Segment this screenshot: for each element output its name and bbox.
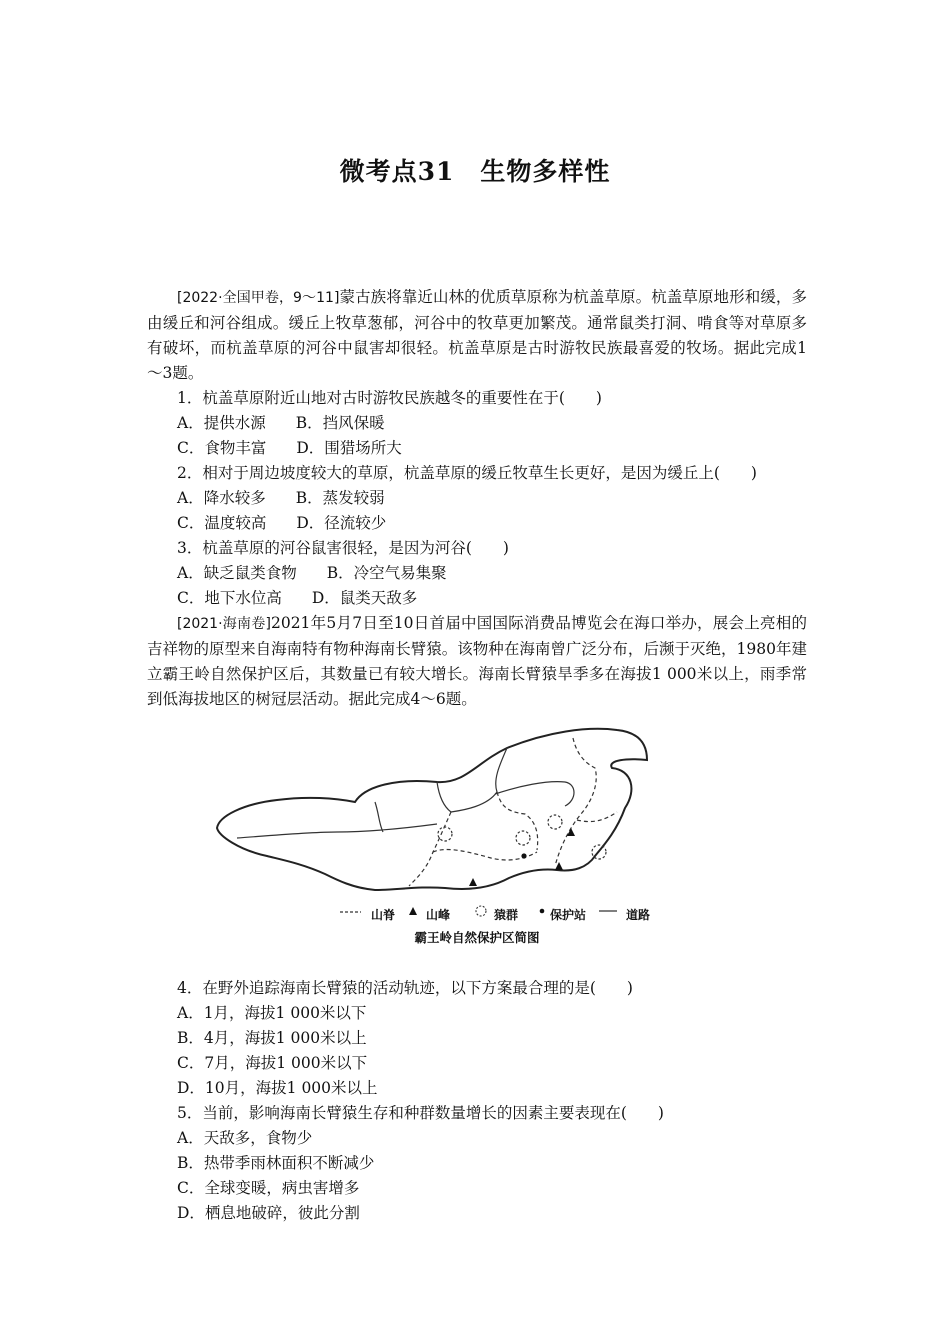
q1-option-b: B．挡风保暖: [295, 414, 385, 432]
question-1-options-row-1: [147, 411, 807, 436]
reserve-boundary: [217, 729, 647, 890]
page-title: 微考点31 生物多样性: [339, 157, 611, 186]
legend-station-label: 保护站: [550, 908, 587, 922]
q4-option-b: B．4月，海拔1 000米以上: [177, 1029, 367, 1047]
q1-option-c: C．食物丰富: [177, 439, 267, 457]
q5-option-c: C．全球变暖，病虫害增多: [177, 1179, 360, 1197]
q3-option-b: B．冷空气易集聚: [326, 564, 447, 582]
q5-option-b: B．热带季雨林面积不断减少: [177, 1154, 375, 1172]
q1-option-d: D．围猎场所大: [296, 439, 402, 457]
q4-option-a: A．1月，海拔1 000米以下: [177, 1004, 367, 1022]
question-3-stem: 3．杭盖草原的河谷鼠害很轻，是因为河谷( ): [177, 539, 509, 557]
passage-2: [147, 611, 807, 712]
q4-option-c: C．7月，海拔1 000米以下: [177, 1054, 368, 1072]
legend-station-symbol: [540, 909, 545, 914]
legend-peak-label: 山峰: [426, 908, 451, 922]
question-3-options-row-1: [147, 561, 807, 586]
passage-1-source: [2022·全国甲卷，9～11]: [177, 290, 340, 306]
passage-1: [147, 285, 807, 386]
legend-group-label: 猿群: [494, 908, 519, 922]
q2-option-c: C．温度较高: [177, 514, 267, 532]
passage-1-text: 蒙古族将靠近山林的优质草原称为杭盖草原。杭盖草原地形和缓，多由缓丘和河谷组成。缓丘上牧草葱郁，河谷中的牧草更加繁茂。通常鼠类打洞、啃食等对草原多有破坏，而杭盖草原的河谷中鼠害却很轻。杭盖草原是古时游牧民族最喜爱的牧场。据此完成1～3题。: [147, 288, 807, 382]
passage-2-source: [2021·海南卷]: [177, 616, 271, 632]
q5-option-a: A．天敌多，食物少: [177, 1129, 313, 1147]
q4-option-d: D．10月，海拔1 000米以上: [177, 1079, 378, 1097]
legend-group-symbol: [476, 906, 486, 916]
question-2-options-row-1: [147, 486, 807, 511]
legend-peak-symbol: [409, 907, 417, 915]
question-2-stem: 2．相对于周边坡度较大的草原，杭盖草原的缓丘牧草生长更好，是因为缓丘上( ): [177, 464, 757, 482]
document-body: [147, 285, 807, 1226]
legend-ridge-label: 山脊: [371, 908, 396, 922]
question-4-stem: 4．在野外追踪海南长臂猿的活动轨迹，以下方案最合理的是( ): [177, 979, 633, 997]
question-2-options-row-2: [147, 511, 807, 536]
reserve-map-figure: [147, 720, 807, 970]
legend-road-label: 道路: [626, 908, 651, 922]
question-3-options-row-2: [147, 586, 807, 611]
q3-option-a: A．缺乏鼠类食物: [177, 564, 297, 582]
q3-option-c: C．地下水位高: [177, 589, 282, 607]
question-1-stem: 1．杭盖草原附近山地对古时游牧民族越冬的重要性在于( ): [177, 389, 602, 407]
question-5-stem: 5．当前，影响海南长臂猿生存和种群数量增长的因素主要表现在( ): [177, 1104, 664, 1122]
q2-option-a: A．降水较多: [177, 489, 266, 507]
q5-option-d: D．栖息地破碎，彼此分割: [177, 1204, 360, 1222]
q3-option-d: D．鼠类天敌多: [311, 589, 418, 607]
q1-option-a: A．提供水源: [177, 414, 266, 432]
q2-option-d: D．径流较少: [296, 514, 387, 532]
figure-caption: 霸王岭自然保护区简图: [414, 930, 540, 945]
passage-2-text: 2021年5月7日至10日首届中国国际消费品博览会在海口举办，展会上亮相的吉祥物的原型来自海南特有物种海南长臂猿。该物种在海南曾广泛分布，后濒于灭绝，1980年建立霸王岭自然保护区后，其数量已有较大增长。海南长臂猿旱季多在海拔1 000米以上，雨季常到低海拔地区的树冠层活动。据此完成4～6题。: [147, 614, 807, 708]
protection-station: [521, 853, 526, 858]
question-1-options-row-2: [147, 436, 807, 461]
q2-option-b: B．蒸发较弱: [295, 489, 385, 507]
